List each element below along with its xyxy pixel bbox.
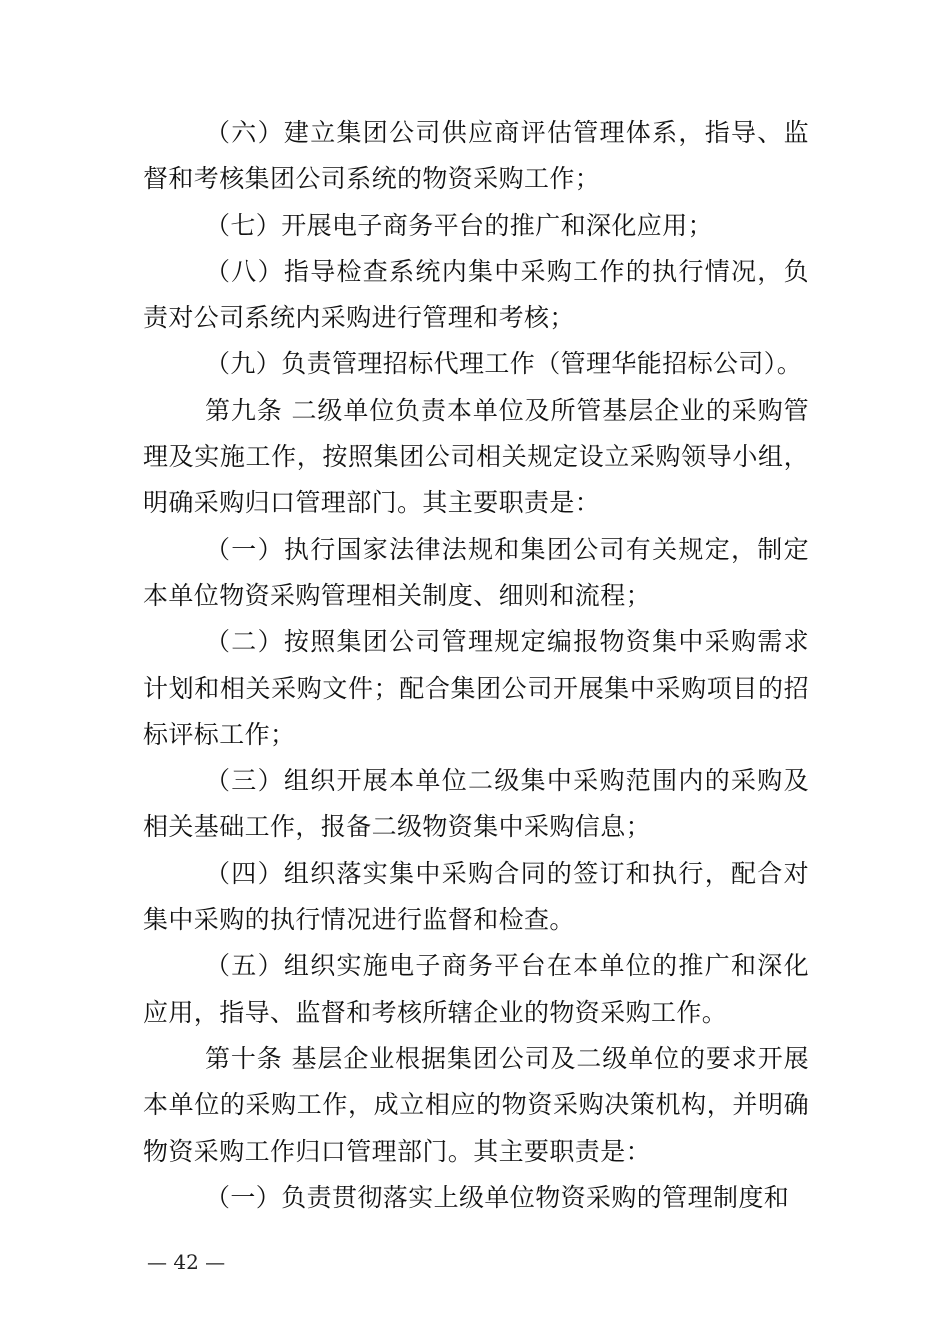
article-9-item-1: （一）执行国家法律法规和集团公司有关规定，制定本单位物资采购管理相关制度、细则和流程； bbox=[143, 534, 809, 610]
article-10-item-1: （一）负责贯彻落实上级单位物资采购的管理制度和 bbox=[205, 1182, 790, 1212]
paragraph-item-7: （七）开展电子商务平台的推广和深化应用； bbox=[205, 210, 714, 240]
page-number: — 42 — bbox=[147, 1250, 226, 1274]
document-body bbox=[143, 110, 809, 1221]
article-9-item-3: （三）组织开展本单位二级集中采购范围内的采购及相关基础工作，报备二级物资集中采购信息； bbox=[143, 766, 809, 842]
article-9: 第九条 二级单位负责本单位及所管基层企业的采购管理及实施工作，按照集团公司相关规定设立采购领导小组，明确采购归口管理部门。其主要职责是： bbox=[143, 395, 809, 518]
article-10: 第十条 基层企业根据集团公司及二级单位的要求开展本单位的采购工作，成立相应的物资采购决策机构，并明确物资采购工作归口管理部门。其主要职责是： bbox=[143, 1043, 809, 1166]
article-9-item-4: （四）组织落实集中采购合同的签订和执行，配合对集中采购的执行情况进行监督和检查。 bbox=[143, 858, 809, 935]
article-9-item-2: （二）按照集团公司管理规定编报物资集中采购需求计划和相关采购文件；配合集团公司开展集中采购项目的招标评标工作； bbox=[143, 627, 809, 749]
paragraph-item-9: （九）负责管理招标代理工作（管理华能招标公司）。 bbox=[205, 349, 803, 379]
paragraph-item-8: （八）指导检查系统内集中采购工作的执行情况，负责对公司系统内采购进行管理和考核； bbox=[143, 256, 809, 333]
paragraph-item-6: （六）建立集团公司供应商评估管理体系，指导、监督和考核集团公司系统的物资采购工作； bbox=[143, 118, 809, 194]
article-9-item-5: （五）组织实施电子商务平台在本单位的推广和深化应用，指导、监督和考核所辖企业的物资采购工作。 bbox=[143, 951, 809, 1027]
